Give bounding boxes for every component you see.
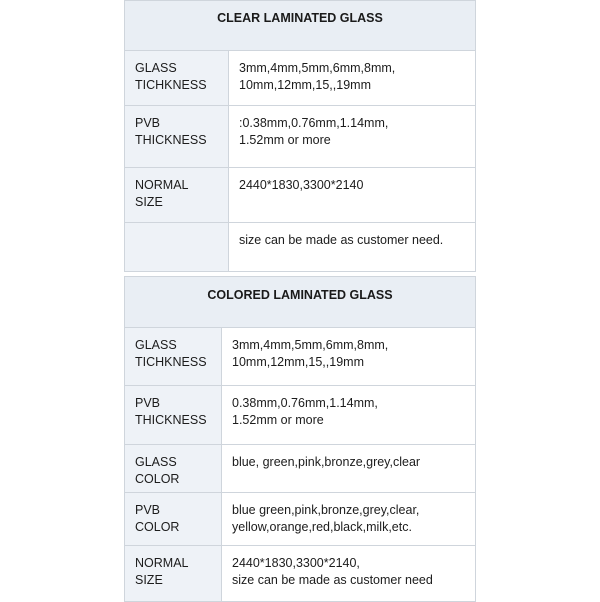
row-value: blue, green,pink,bronze,grey,clear — [222, 445, 476, 493]
table-row — [125, 546, 476, 602]
row-label: PVB THICKNESS — [125, 106, 229, 168]
table-header-row — [125, 1, 476, 51]
row-value: :0.38mm,0.76mm,1.14mm, 1.52mm or more — [229, 106, 476, 168]
clear-laminated-glass-table — [124, 0, 476, 272]
row-label: GLASS TICHKNESS — [125, 328, 222, 386]
table-row — [125, 106, 476, 168]
table-row — [125, 386, 476, 445]
row-value: size can be made as customer need. — [229, 223, 476, 272]
table-row — [125, 168, 476, 223]
row-value: blue green,pink,bronze,grey,clear, yellow,orange,red,black,milk,etc. — [222, 493, 476, 546]
table-row — [125, 223, 476, 272]
table-row — [125, 445, 476, 493]
colored-table-title: COLORED LAMINATED GLASS — [125, 277, 476, 328]
row-value: 2440*1830,3300*2140 — [229, 168, 476, 223]
table-row — [125, 51, 476, 106]
row-value: 3mm,4mm,5mm,6mm,8mm, 10mm,12mm,15,,19mm — [229, 51, 476, 106]
row-value: 0.38mm,0.76mm,1.14mm, 1.52mm or more — [222, 386, 476, 445]
clear-table-title: CLEAR LAMINATED GLASS — [125, 1, 476, 51]
row-label: GLASS TICHKNESS — [125, 51, 229, 106]
row-label — [125, 223, 229, 272]
row-label: NORMAL SIZE — [125, 168, 229, 223]
row-label: GLASS COLOR — [125, 445, 222, 493]
row-value: 3mm,4mm,5mm,6mm,8mm, 10mm,12mm,15,,19mm — [222, 328, 476, 386]
table-row — [125, 328, 476, 386]
row-value: 2440*1830,3300*2140, size can be made as customer need — [222, 546, 476, 602]
row-label: NORMAL SIZE — [125, 546, 222, 602]
colored-laminated-glass-table — [124, 276, 476, 602]
row-label: PVB COLOR — [125, 493, 222, 546]
table-header-row — [125, 277, 476, 328]
table-row — [125, 493, 476, 546]
row-label: PVB THICKNESS — [125, 386, 222, 445]
